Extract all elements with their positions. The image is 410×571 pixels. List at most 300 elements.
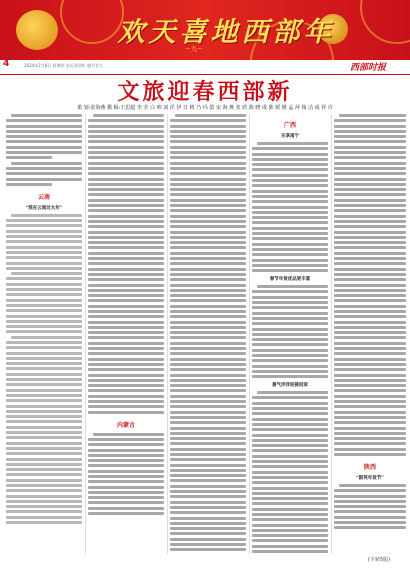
text-line bbox=[6, 320, 82, 323]
text-line bbox=[334, 432, 406, 435]
text-line bbox=[252, 312, 328, 315]
text-line bbox=[6, 399, 82, 402]
text-line bbox=[88, 368, 164, 371]
text-line bbox=[170, 453, 246, 456]
text-line bbox=[252, 412, 328, 415]
text-line bbox=[88, 496, 164, 499]
text-line bbox=[334, 172, 406, 175]
text-line bbox=[334, 352, 406, 355]
text-line bbox=[88, 305, 164, 308]
text-line bbox=[334, 130, 406, 133]
text-line bbox=[334, 225, 406, 228]
text-line bbox=[170, 321, 246, 324]
text-line bbox=[6, 367, 82, 370]
text-line bbox=[6, 151, 82, 154]
text-line bbox=[334, 411, 406, 414]
text-line bbox=[6, 447, 82, 450]
text-line bbox=[170, 469, 246, 472]
text-line bbox=[334, 321, 406, 324]
text-line bbox=[88, 130, 164, 133]
text-line bbox=[11, 114, 82, 117]
text-line bbox=[88, 231, 164, 234]
text-line bbox=[170, 284, 246, 287]
text-line bbox=[170, 532, 246, 535]
column-rule bbox=[249, 114, 250, 554]
text-line bbox=[334, 421, 406, 424]
text-line bbox=[170, 140, 246, 143]
text-line bbox=[88, 443, 164, 446]
text-line bbox=[252, 487, 328, 490]
text-line bbox=[6, 299, 82, 302]
text-line bbox=[88, 215, 164, 218]
text-line bbox=[6, 431, 82, 434]
text-line bbox=[170, 405, 246, 408]
text-line bbox=[88, 246, 164, 249]
text-line bbox=[334, 119, 406, 122]
text-line bbox=[170, 204, 246, 207]
text-line bbox=[170, 167, 246, 170]
dragon-ornament-icon bbox=[16, 10, 58, 50]
text-line bbox=[252, 471, 328, 474]
text-line bbox=[334, 437, 406, 440]
text-line bbox=[170, 548, 246, 551]
text-line bbox=[170, 543, 246, 546]
text-line bbox=[88, 470, 164, 473]
text-line bbox=[170, 389, 246, 392]
text-line bbox=[252, 237, 328, 240]
text-line bbox=[170, 495, 246, 498]
text-line bbox=[11, 336, 82, 339]
text-line bbox=[6, 146, 82, 149]
text-line bbox=[334, 257, 406, 260]
text-line bbox=[252, 248, 328, 251]
text-line bbox=[6, 420, 82, 423]
text-line bbox=[6, 463, 82, 466]
text-line bbox=[88, 336, 164, 339]
text-line bbox=[252, 428, 328, 431]
text-line bbox=[252, 168, 328, 171]
text-line bbox=[252, 465, 328, 468]
text-line bbox=[170, 146, 246, 149]
text-line bbox=[88, 352, 164, 355]
text-line bbox=[252, 301, 328, 304]
text-line bbox=[6, 389, 82, 392]
text-line bbox=[252, 455, 328, 458]
section-subtitle: “群英年货节” bbox=[356, 476, 384, 481]
text-line bbox=[11, 272, 82, 275]
text-line bbox=[170, 130, 246, 133]
text-line bbox=[88, 178, 164, 181]
text-line bbox=[6, 426, 82, 429]
text-line bbox=[334, 336, 406, 339]
text-line bbox=[252, 243, 328, 246]
text-line bbox=[252, 290, 328, 293]
text-line bbox=[6, 325, 82, 328]
text-line bbox=[334, 284, 406, 287]
text-line bbox=[252, 221, 328, 224]
section-title: 陕西 bbox=[363, 464, 376, 471]
text-line bbox=[334, 395, 406, 398]
text-line bbox=[334, 278, 406, 281]
text-line bbox=[252, 179, 328, 182]
text-line bbox=[6, 230, 82, 233]
text-line bbox=[170, 151, 246, 154]
text-line bbox=[88, 146, 164, 149]
text-line bbox=[334, 231, 406, 234]
text-line bbox=[252, 402, 328, 405]
text-line bbox=[334, 246, 406, 249]
text-line bbox=[170, 527, 246, 530]
text-line bbox=[252, 253, 328, 256]
headline: 文旅迎春西部新 bbox=[117, 79, 293, 105]
text-line bbox=[88, 188, 164, 191]
text-line bbox=[170, 384, 246, 387]
text-line bbox=[334, 389, 406, 392]
text-line bbox=[170, 236, 246, 239]
text-line bbox=[170, 358, 246, 361]
text-line bbox=[170, 172, 246, 175]
text-line bbox=[252, 513, 328, 516]
text-line bbox=[6, 505, 82, 508]
text-line bbox=[6, 479, 82, 482]
text-line bbox=[252, 508, 328, 511]
text-line bbox=[170, 506, 246, 509]
text-line bbox=[334, 236, 406, 239]
text-line bbox=[334, 262, 406, 265]
text-line bbox=[252, 206, 328, 209]
text-line bbox=[334, 416, 406, 419]
text-line bbox=[252, 518, 328, 521]
text-line bbox=[170, 490, 246, 493]
text-line bbox=[252, 539, 328, 542]
text-line bbox=[334, 273, 406, 276]
text-line bbox=[252, 502, 328, 505]
text-line bbox=[334, 299, 406, 302]
text-line bbox=[334, 140, 406, 143]
text-line bbox=[88, 262, 164, 265]
text-line bbox=[170, 342, 246, 345]
text-line bbox=[170, 437, 246, 440]
text-line bbox=[170, 178, 246, 181]
text-line bbox=[170, 432, 246, 435]
text-line bbox=[6, 256, 82, 259]
page-number: 4 bbox=[3, 59, 10, 69]
text-line bbox=[252, 396, 328, 399]
text-line bbox=[88, 512, 164, 515]
text-line bbox=[6, 394, 82, 397]
text-line bbox=[252, 227, 328, 230]
text-line bbox=[334, 379, 406, 382]
text-line bbox=[252, 545, 328, 548]
text-line bbox=[88, 278, 164, 281]
text-line bbox=[88, 347, 164, 350]
text-line bbox=[88, 162, 164, 165]
text-line bbox=[170, 315, 246, 318]
text-line bbox=[6, 500, 82, 503]
column-5 bbox=[334, 114, 406, 554]
text-line bbox=[170, 411, 246, 414]
text-line bbox=[334, 183, 406, 186]
text-line bbox=[88, 475, 164, 478]
text-line bbox=[170, 352, 246, 355]
text-line bbox=[6, 473, 82, 476]
text-line bbox=[88, 389, 164, 392]
text-line bbox=[88, 491, 164, 494]
text-line bbox=[170, 379, 246, 382]
text-line bbox=[6, 510, 82, 513]
text-line bbox=[334, 151, 406, 154]
text-line bbox=[6, 436, 82, 439]
text-line bbox=[170, 485, 246, 488]
text-line bbox=[170, 464, 246, 467]
text-line bbox=[252, 524, 328, 527]
text-line bbox=[88, 294, 164, 297]
text-line bbox=[334, 448, 406, 451]
text-line bbox=[170, 215, 246, 218]
text-line bbox=[334, 178, 406, 181]
text-line bbox=[88, 342, 164, 345]
text-line bbox=[6, 283, 82, 286]
text-line bbox=[93, 114, 164, 117]
text-line bbox=[6, 516, 82, 519]
text-line bbox=[11, 214, 82, 217]
text-line bbox=[339, 114, 406, 117]
text-line bbox=[252, 354, 328, 357]
text-line bbox=[334, 162, 406, 165]
text-line bbox=[6, 135, 82, 138]
text-line bbox=[334, 125, 406, 128]
text-line bbox=[252, 359, 328, 362]
text-line bbox=[6, 246, 82, 249]
text-line bbox=[170, 479, 246, 482]
text-line bbox=[170, 427, 246, 430]
text-line bbox=[6, 521, 82, 524]
text-line bbox=[88, 135, 164, 138]
text-line bbox=[170, 363, 246, 366]
text-line bbox=[252, 343, 328, 346]
text-line bbox=[170, 257, 246, 260]
text-line bbox=[88, 284, 164, 287]
text-line bbox=[334, 347, 406, 350]
text-line bbox=[170, 246, 246, 249]
text-line bbox=[170, 538, 246, 541]
text-line bbox=[6, 468, 82, 471]
text-line bbox=[6, 293, 82, 296]
text-line bbox=[334, 400, 406, 403]
text-line bbox=[88, 151, 164, 154]
text-line bbox=[334, 363, 406, 366]
text-line bbox=[252, 328, 328, 331]
text-line bbox=[170, 135, 246, 138]
text-line bbox=[334, 199, 406, 202]
decor-swirl bbox=[360, 0, 410, 44]
text-line bbox=[170, 326, 246, 329]
text-line bbox=[88, 183, 164, 186]
text-line bbox=[252, 296, 328, 299]
text-line bbox=[88, 326, 164, 329]
text-line bbox=[334, 505, 406, 508]
column-2 bbox=[88, 114, 164, 554]
section-title: 广西 bbox=[283, 122, 296, 129]
text-line bbox=[170, 125, 246, 128]
text-line bbox=[170, 220, 246, 223]
text-line bbox=[170, 347, 246, 350]
text-line bbox=[252, 163, 328, 166]
text-line bbox=[252, 153, 328, 156]
text-line bbox=[6, 267, 82, 270]
text-line bbox=[88, 289, 164, 292]
text-line bbox=[88, 252, 164, 255]
text-line bbox=[6, 167, 82, 170]
text-line bbox=[88, 449, 164, 452]
text-line bbox=[252, 333, 328, 336]
text-line bbox=[252, 534, 328, 537]
text-line bbox=[334, 310, 406, 313]
text-line bbox=[334, 442, 406, 445]
text-line bbox=[334, 405, 406, 408]
text-line bbox=[334, 193, 406, 196]
text-line bbox=[170, 310, 246, 313]
text-line bbox=[334, 241, 406, 244]
text-line bbox=[170, 278, 246, 281]
column-rule bbox=[167, 114, 168, 554]
text-line bbox=[170, 193, 246, 196]
text-line bbox=[6, 352, 82, 355]
text-line bbox=[170, 262, 246, 265]
text-line bbox=[252, 460, 328, 463]
text-line bbox=[170, 501, 246, 504]
text-line bbox=[170, 299, 246, 302]
text-line bbox=[6, 330, 82, 333]
section-subtitle: 乐享南宁 bbox=[281, 134, 299, 139]
text-line bbox=[88, 299, 164, 302]
text-line bbox=[88, 156, 164, 159]
text-line bbox=[252, 264, 328, 267]
text-line bbox=[88, 507, 164, 510]
text-line bbox=[252, 434, 328, 437]
text-line bbox=[170, 448, 246, 451]
text-line bbox=[6, 219, 82, 222]
text-line bbox=[252, 232, 328, 235]
text-line bbox=[334, 384, 406, 387]
text-line bbox=[257, 285, 328, 288]
column-3 bbox=[170, 114, 246, 554]
text-line bbox=[11, 162, 82, 165]
text-line bbox=[6, 178, 82, 181]
text-line bbox=[6, 315, 82, 318]
text-line bbox=[88, 125, 164, 128]
text-line bbox=[252, 259, 328, 262]
text-line bbox=[6, 362, 82, 365]
text-line bbox=[6, 130, 82, 133]
text-line bbox=[6, 140, 82, 143]
column-4 bbox=[252, 114, 328, 554]
text-line bbox=[252, 269, 328, 272]
text-line bbox=[252, 497, 328, 500]
text-line bbox=[170, 119, 246, 122]
text-line bbox=[88, 379, 164, 382]
text-line bbox=[252, 481, 328, 484]
text-line bbox=[170, 336, 246, 339]
text-line bbox=[6, 378, 82, 381]
text-line bbox=[88, 395, 164, 398]
text-line bbox=[252, 195, 328, 198]
text-line bbox=[257, 391, 328, 394]
text-line bbox=[170, 231, 246, 234]
text-line bbox=[252, 550, 328, 553]
text-line bbox=[334, 342, 406, 345]
text-line bbox=[334, 315, 406, 318]
text-line bbox=[334, 167, 406, 170]
text-line bbox=[252, 476, 328, 479]
text-line bbox=[88, 268, 164, 271]
text-line bbox=[88, 167, 164, 170]
text-line bbox=[6, 277, 82, 280]
text-line bbox=[88, 384, 164, 387]
text-line bbox=[6, 405, 82, 408]
text-line bbox=[252, 200, 328, 203]
text-line bbox=[170, 252, 246, 255]
section-subtitle: “我在云南过大年” bbox=[25, 205, 63, 211]
text-line bbox=[252, 211, 328, 214]
date-line: 2024年2月8日 星期四 农历癸卯年 腊月廿九 bbox=[24, 63, 104, 68]
text-line bbox=[6, 341, 82, 344]
text-line bbox=[334, 331, 406, 334]
text-line bbox=[252, 190, 328, 193]
text-line bbox=[88, 454, 164, 457]
text-line bbox=[170, 294, 246, 297]
text-line bbox=[6, 224, 82, 227]
text-line bbox=[170, 522, 246, 525]
text-line bbox=[88, 321, 164, 324]
text-line bbox=[88, 119, 164, 122]
text-line bbox=[6, 288, 82, 291]
text-line bbox=[334, 526, 406, 529]
text-line bbox=[175, 114, 246, 117]
text-line bbox=[170, 421, 246, 424]
text-line bbox=[252, 338, 328, 341]
text-line bbox=[6, 452, 82, 455]
section-title: 内蒙古 bbox=[116, 421, 135, 429]
text-line bbox=[170, 188, 246, 191]
text-line bbox=[252, 492, 328, 495]
text-line bbox=[252, 418, 328, 421]
text-line bbox=[170, 395, 246, 398]
text-line bbox=[252, 444, 328, 447]
text-line bbox=[170, 209, 246, 212]
text-line bbox=[88, 273, 164, 276]
text-line bbox=[252, 370, 328, 373]
text-line bbox=[6, 484, 82, 487]
text-line bbox=[88, 480, 164, 483]
text-line bbox=[334, 289, 406, 292]
text-line bbox=[334, 368, 406, 371]
column-rule bbox=[331, 114, 332, 554]
text-line bbox=[170, 162, 246, 165]
text-line bbox=[6, 304, 82, 307]
text-line bbox=[88, 315, 164, 318]
text-line bbox=[88, 257, 164, 260]
text-line bbox=[88, 501, 164, 504]
text-line bbox=[88, 405, 164, 408]
text-line bbox=[170, 442, 246, 445]
header-banner bbox=[0, 0, 410, 60]
text-line bbox=[252, 158, 328, 161]
text-line bbox=[334, 156, 406, 159]
text-line bbox=[88, 193, 164, 196]
text-line bbox=[339, 484, 406, 487]
text-line bbox=[252, 317, 328, 320]
